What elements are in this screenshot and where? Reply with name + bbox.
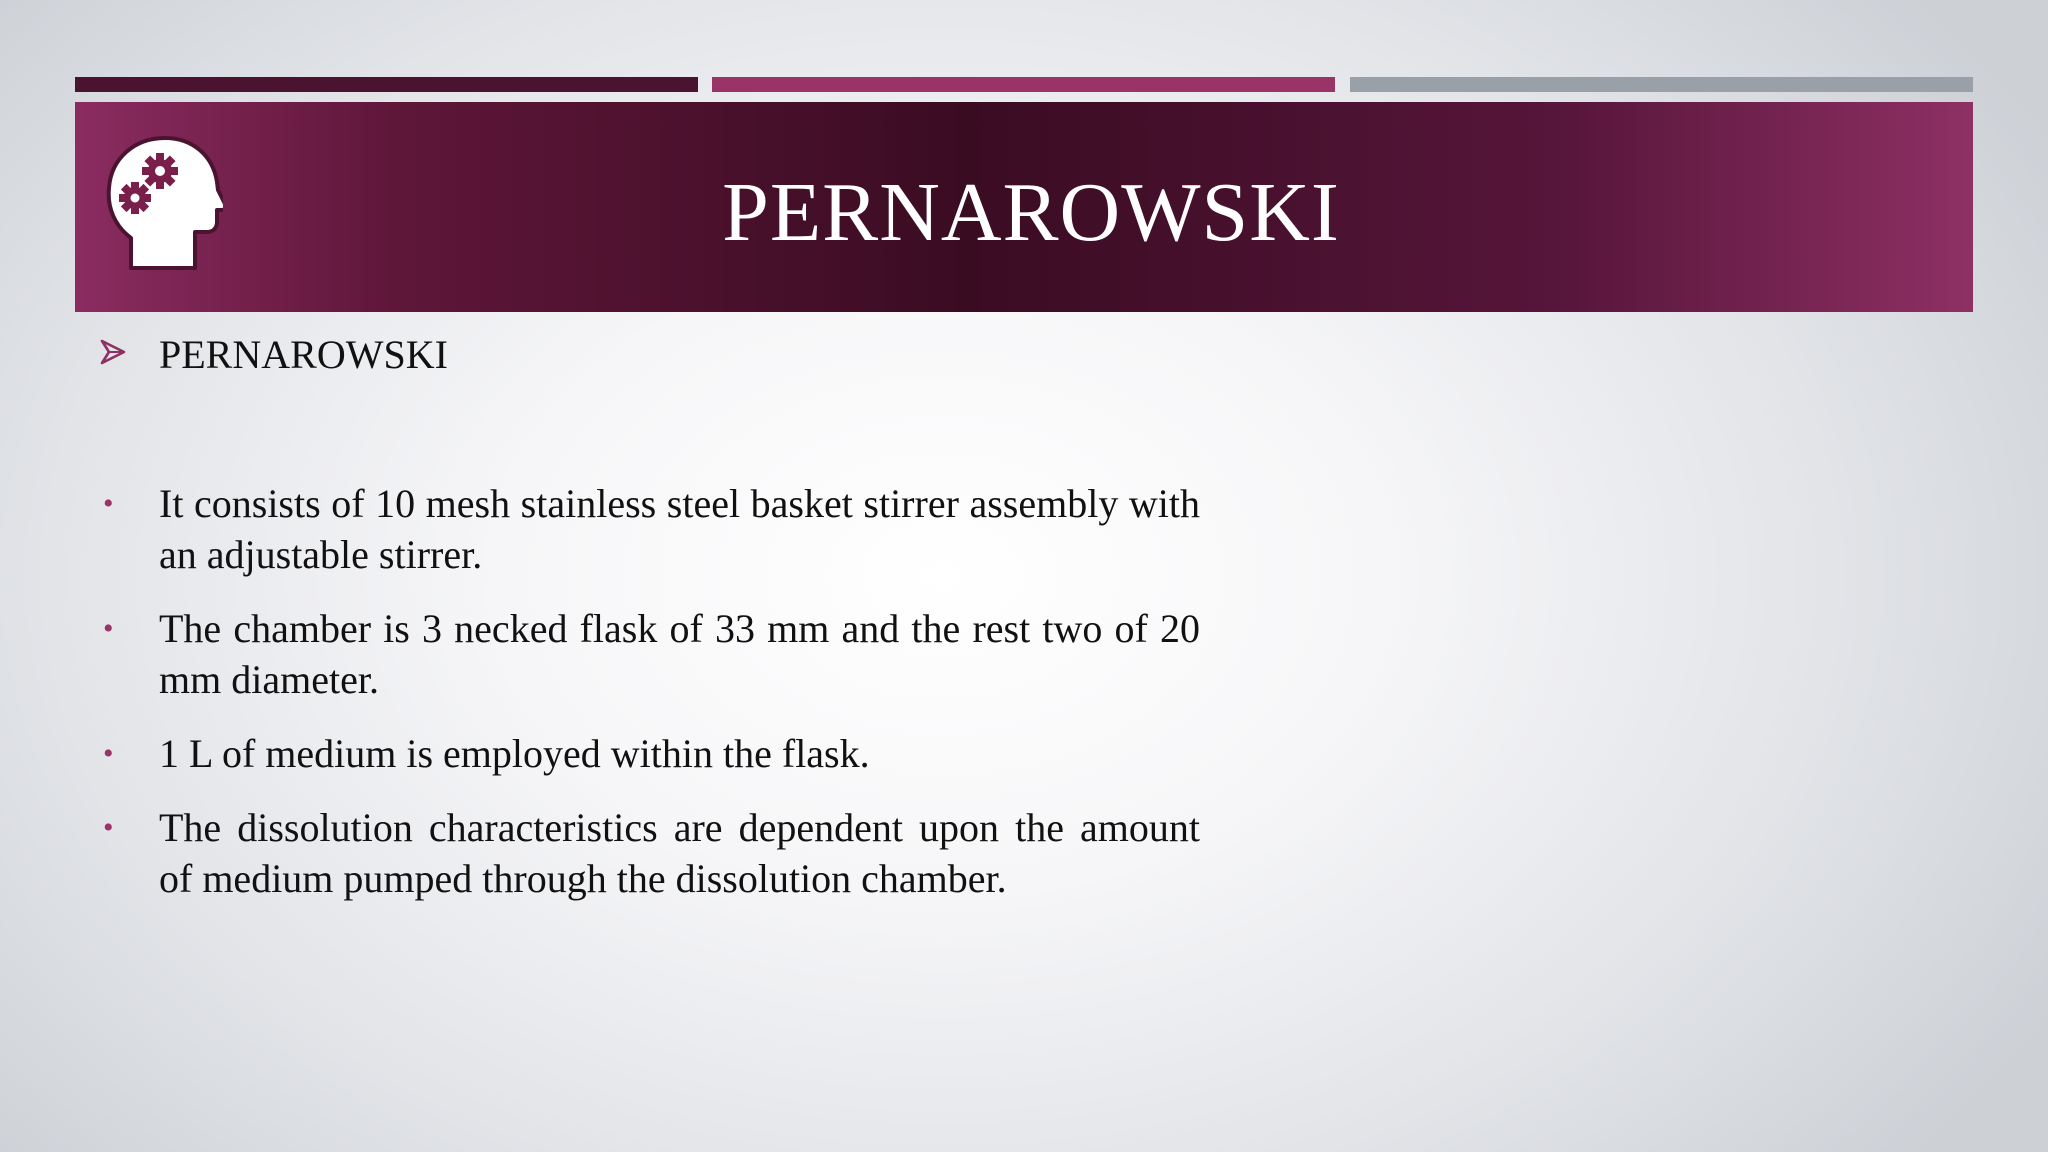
bullet-text: It consists of 10 mesh stainless steel basket stirrer assembly with an adjustable stirrer. (159, 481, 1200, 577)
bullet-item (100, 802, 1200, 904)
bullet-list (100, 478, 1200, 904)
accent-bar-gray (1350, 77, 1973, 92)
content-area (100, 330, 1200, 927)
bullet-dot-icon: • (103, 612, 114, 645)
slide-title: PERNAROWSKI (722, 166, 1340, 259)
bullet-text: The dissolution characteristics are dependent upon the amount of medium pumped through the dissolution chamber. (159, 805, 1200, 901)
bullet-item (100, 728, 1200, 779)
bullet-text: The chamber is 3 necked flask of 33 mm and the rest two of 20 mm diameter. (159, 606, 1200, 702)
section-heading-text: PERNAROWSKI (159, 332, 448, 377)
arrow-bullet-icon (100, 339, 126, 365)
accent-bar-magenta (712, 77, 1335, 92)
bullet-item (100, 478, 1200, 580)
bullet-text: 1 L of medium is employed within the flask. (159, 731, 870, 776)
bullet-dot-icon: • (103, 737, 114, 770)
title-banner (75, 102, 1973, 312)
bullet-dot-icon: • (103, 811, 114, 844)
section-heading (100, 330, 1200, 380)
bullet-dot-icon: • (103, 487, 114, 520)
bullet-item (100, 603, 1200, 705)
accent-bar-dark (75, 77, 698, 92)
